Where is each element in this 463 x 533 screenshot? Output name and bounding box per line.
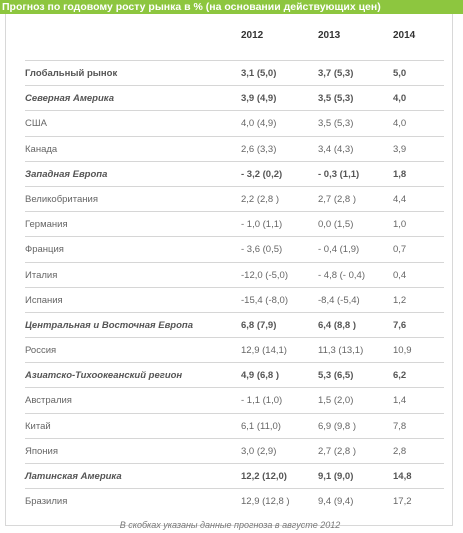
value-2013: 9,1 (9,0) bbox=[318, 471, 354, 482]
row-name: Италия bbox=[25, 269, 58, 281]
row-name: Россия bbox=[25, 345, 57, 357]
value-2012: 4,0 (4,9) bbox=[241, 118, 277, 130]
table-row bbox=[25, 262, 444, 287]
row-name: Центральная и Восточная Европа bbox=[25, 319, 194, 331]
value-2014: 4,0 bbox=[393, 118, 407, 130]
value-2012: 3,0 (2,9) bbox=[241, 445, 277, 457]
table-row bbox=[25, 463, 444, 488]
table-row bbox=[25, 337, 444, 362]
value-2012: 3,9 (4,9) bbox=[241, 93, 277, 105]
value-2014: 7,8 bbox=[393, 420, 407, 432]
table-row bbox=[25, 186, 444, 211]
table-row bbox=[25, 136, 444, 161]
row-name: Северная Америка bbox=[25, 93, 114, 105]
table-row bbox=[25, 161, 444, 186]
value-2013: 3,7 (5,3) bbox=[318, 68, 354, 79]
value-2013: - 0,4 (1,9) bbox=[318, 244, 360, 256]
value-2014: 17,2 bbox=[393, 496, 412, 508]
value-2013: 5,3 (6,5) bbox=[318, 370, 354, 382]
value-2012: 12,9 (14,1) bbox=[241, 345, 287, 357]
table-title: Прогноз по годовому росту рынка в % (на основании действующих цен) bbox=[0, 0, 463, 14]
row-name: Латинская Америка bbox=[25, 471, 122, 482]
value-2012: - 1,1 (1,0) bbox=[241, 395, 283, 407]
value-2013: 2,7 (2,8 ) bbox=[318, 445, 357, 457]
row-name: Западная Европа bbox=[25, 168, 108, 180]
value-2012: 2,6 (3,3) bbox=[241, 143, 277, 155]
row-name: Австралия bbox=[25, 395, 72, 407]
row-name: Великобритания bbox=[25, 193, 98, 205]
table-row bbox=[25, 236, 444, 261]
value-2012: 3,1 (5,0) bbox=[241, 68, 277, 79]
value-2013: 1,5 (2,0) bbox=[318, 395, 354, 407]
table-row bbox=[25, 211, 444, 236]
table-row bbox=[25, 312, 444, 337]
value-2012: -15,4 (-8,0) bbox=[241, 294, 288, 306]
value-2012: 4,9 (6,8 ) bbox=[241, 370, 280, 382]
value-2014: 3,9 bbox=[393, 143, 407, 155]
table-header bbox=[6, 30, 454, 50]
value-2014: 5,0 bbox=[393, 68, 407, 79]
value-2013: 3,5 (5,3) bbox=[318, 118, 354, 130]
table-row bbox=[25, 413, 444, 438]
value-2014: 2,8 bbox=[393, 445, 407, 457]
table-row bbox=[25, 438, 444, 463]
value-2013: 3,4 (4,3) bbox=[318, 143, 354, 155]
value-2014: 10,9 bbox=[393, 345, 412, 357]
value-2012: 6,8 (7,9) bbox=[241, 319, 277, 331]
row-name: США bbox=[25, 118, 47, 130]
value-2012: - 3,6 (0,5) bbox=[241, 244, 283, 256]
value-2012: - 3,2 (0,2) bbox=[241, 168, 283, 180]
value-2013: 3,5 (5,3) bbox=[318, 93, 354, 105]
row-name: Япония bbox=[25, 445, 58, 457]
column-header-2014: 2014 bbox=[393, 30, 416, 41]
table-frame bbox=[5, 14, 453, 530]
value-2013: 0,0 (1,5) bbox=[318, 219, 354, 231]
value-2013: 9,4 (9,4) bbox=[318, 496, 354, 508]
row-name: Глобальный рынок bbox=[25, 68, 118, 79]
value-2013: 2,7 (2,8 ) bbox=[318, 193, 357, 205]
value-2014: 0,4 bbox=[393, 269, 407, 281]
value-2014: 0,7 bbox=[393, 244, 407, 256]
value-2012: -12,0 (-5,0) bbox=[241, 269, 288, 281]
value-2014: 6,2 bbox=[393, 370, 407, 382]
value-2014: 7,6 bbox=[393, 319, 407, 331]
value-2013: -8,4 (-5,4) bbox=[318, 294, 360, 306]
table-row bbox=[25, 387, 444, 412]
value-2013: - 4,8 (- 0,4) bbox=[318, 269, 365, 281]
value-2013: 6,9 (9,8 ) bbox=[318, 420, 357, 432]
row-name: Германия bbox=[25, 219, 68, 231]
row-name: Китай bbox=[25, 420, 51, 432]
row-name: Франция bbox=[25, 244, 64, 256]
column-header-2013: 2013 bbox=[318, 30, 341, 41]
table-body bbox=[25, 60, 444, 513]
value-2012: 6,1 (11,0) bbox=[241, 420, 281, 432]
row-name: Бразилия bbox=[25, 496, 68, 508]
value-2014: 1,4 bbox=[393, 395, 407, 407]
value-2013: - 0,3 (1,1) bbox=[318, 168, 360, 180]
row-name: Азиатско-Тихоокеанский регион bbox=[25, 370, 183, 382]
value-2014: 4,0 bbox=[393, 93, 407, 105]
value-2012: 12,2 (12,0) bbox=[241, 471, 287, 482]
value-2012: - 1,0 (1,1) bbox=[241, 219, 283, 231]
table-row bbox=[25, 488, 444, 513]
table-row bbox=[25, 362, 444, 387]
table-row bbox=[25, 60, 444, 85]
value-2014: 1,0 bbox=[393, 219, 407, 231]
value-2014: 14,8 bbox=[393, 471, 412, 482]
value-2013: 6,4 (8,8 ) bbox=[318, 319, 357, 331]
value-2013: 11,3 (13,1) bbox=[318, 345, 364, 357]
value-2014: 1,2 bbox=[393, 294, 407, 306]
value-2012: 12,9 (12,8 ) bbox=[241, 496, 290, 508]
value-2014: 4,4 bbox=[393, 193, 407, 205]
value-2014: 1,8 bbox=[393, 168, 407, 180]
row-name: Канада bbox=[25, 143, 58, 155]
column-header-2012: 2012 bbox=[241, 30, 264, 41]
table-row bbox=[25, 85, 444, 110]
row-name: Испания bbox=[25, 294, 63, 306]
table-row bbox=[25, 110, 444, 135]
footnote: В скобках указаны данные прогноза в августе 2012 bbox=[119, 520, 341, 530]
value-2012: 2,2 (2,8 ) bbox=[241, 193, 280, 205]
table-row bbox=[25, 287, 444, 312]
